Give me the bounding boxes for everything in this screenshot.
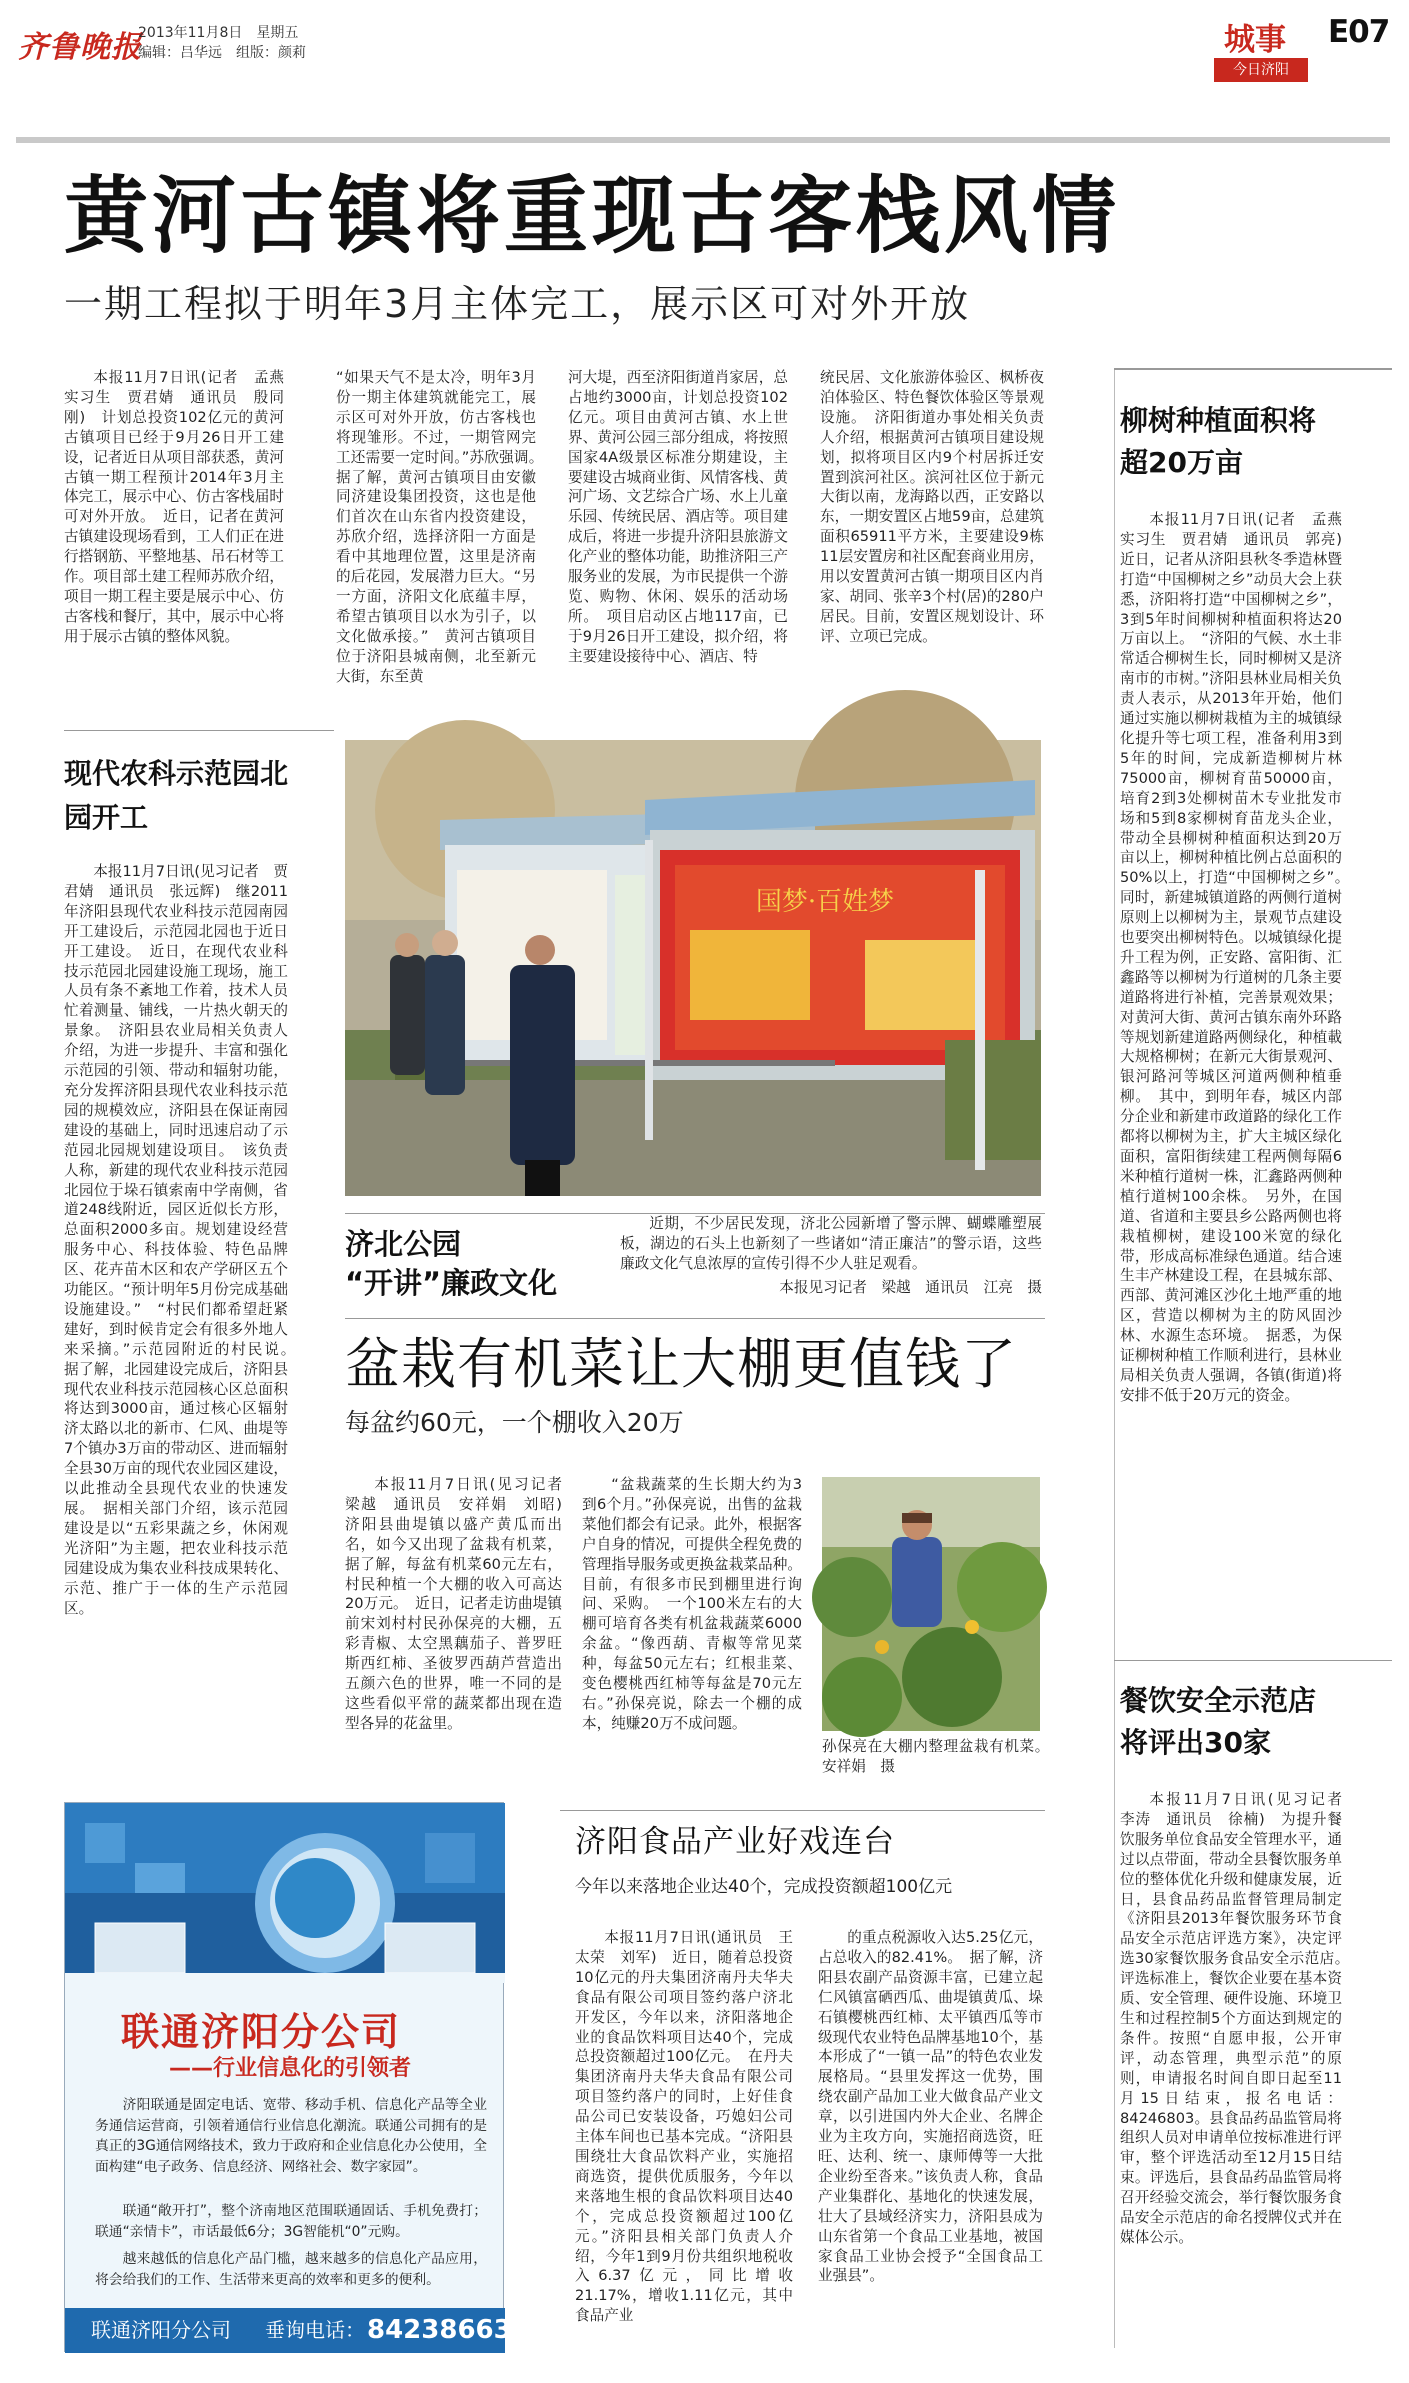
willow-headline: 柳树种植面积将超20万亩 xyxy=(1120,404,1317,479)
ad-tagline: ——行业信息化的引领者 xyxy=(169,2056,412,2081)
section-name: 城事 xyxy=(1224,22,1286,58)
photo-headline-line1: 济北公园 xyxy=(345,1227,462,1261)
ad-banner-graphic xyxy=(65,1803,505,1983)
ad-footer-phone: 84238663 xyxy=(367,2315,512,2345)
agri-text: 本报11月7日讯(见习记者 贾君婧 通讯员 张远辉) 继2011年济阳县现代农业科技示范园南园开工建设后，示范园北园也于近日开工建设。 近日，在现代农业科技示范园北园建设施工现场，施工人员有条不紊地工作着，技术人员忙着测量、铺线，一片热火朝天的景象。 济阳县农业局相关负责人介绍，为进一步提升、丰富和强化示范园的引领、带动和辐射功能，充分发挥济阳县现代农业科技示范园的规模效应，济阳县在保证南园建设的基础上，同时迅速启动了示范园北园规划建设项目。 该负责人称，新建的现代农业科技示范园北园位于垛石镇索南中学南侧，省道248线附近，园区近似长方形，总面积2000多亩。规划建设经营服务中心、科技体验、特色品牌区、花卉苗木区和农产学研区五个功能区。“预计明年5月份完成基础设施建设。” “村民们都希望赶紧建好，到时候肯定会有很多外地人来采摘。”示范园附近的村民说。 据了解，北园建设完成后，济阳县现代农业科技示范园核心区总面积将达到3000亩，通过核心区辐射济太路以北的新市、仁风、曲堤等7个镇办3万亩的带动区、进而辐射全县30万亩的现代农业园区建设，以此推动全县现代农业的快速发展。 据相关部门介绍，该示范园建设是以“五彩果蔬之乡，休闲观光济阳”为主题，把农业科技示范园建设成为集农业科技成果转化、示范、推广于一体的生产示范园区。 xyxy=(64,863,303,1617)
willow-text: 本报11月7日讯(记者 孟燕 实习生 贾君婧 通讯员 郭亮) 近日，记者从济阳县秋冬季造林暨打造“中国柳树之乡”动员大会上获悉，济阳将打造“中国柳树之乡”，3到5年时间柳树种植面积将达20万亩以上。 “济阳的气候、水土非常适合柳树生长，同时柳树又是济南市的市树。”济阳县林业局相关负责人表示，从2013年开始，他们通过实施以柳树栽植为主的城镇绿化提升等七项工程，准备利用3到5年的时间，完成新造柳树片林75000亩，柳树育苗50000亩，培育2到3处柳树苗木专业批发市场和5到8家柳树育苗龙头企业，带动全县柳树种植面积达到20万亩以上，柳树种植比例占总面积的50%以上，打造“中国柳树之乡”。 同时，新建城镇道路的两侧行道树原则上以柳树为主，景观节点建设也要突出柳树特色。以城镇绿化提升工程为例，正安路、富阳街、汇鑫路等以柳树为行道树的几条主要道路将进行补植，完善景观效果；对黄河大街、黄河古镇东南外环路等规划新建道路两侧绿化，种植載大规格柳树；在新元大街景观河、银河路河等城区河道两侧种植垂柳。 其中，到明年春，城区内部分企业和新建市政道路的绿化工作都将以柳树为主，扩大主城区绿化面积，富阳街续建工程两侧每隔6米种植行道树一株，汇鑫路两侧种植行道树100余株。 另外，在国道、省道和主要县乡公路两侧也将栽植柳树，建设100米宽的绿化带，形成高标准绿色通道。结合速生丰产林建设工程，在县城东部、西部、黄河滩区沙化土地严重的地区，营造以柳树为主的防风固沙林、水源生态环境。 据悉，为保证柳树种植工作顺利进行，县林业局相关负责人强调，各镇(街道)将安排不低于20万元的资金。 xyxy=(1120,511,1357,1404)
catering-text: 本报11月7日讯(见习记者 李涛 通讯员 徐楠) 为提升餐饮服务单位食品安全管理水平，通过以点带面，带动全县餐饮服务单位的整体优化升级和健康发展，近日，县食品药品监督管理局制定《济阳县2013年餐饮服务环节食品安全示范店评选方案》，决定评选30家餐饮服务食品安全示范店。 评选标准上，餐饮企业要在基本资质、安全管理、硬件设施、环境卫生和过程控制5个方面达到规定的条件。按照“自愿申报，公开审评，动态管理，典型示范”的原则，申请报名时间自即日起至11月15日结束，报名电话：84246803。县食品药品监管局将组织人员对申请单位按标准进行评审，整个评选活动至12月15日结束。评选后，县食品药品监管局将召开经验交流会，举行餐饮服务食品安全示范店的命名授牌仪式并在媒体公示。 xyxy=(1120,1791,1357,2246)
lead-subhead: 一期工程拟于明年3月主体完工，展示区可对外开放 xyxy=(64,282,971,326)
photo-caption: 近期，不少居民发现，济北公园新增了警示牌、蝴蝶雕塑展板，湖边的石头上也新刻了一些诸如“清正廉洁”的警示语，这些廉政文化气息浓厚的宣传引得不少人驻足观看。 xyxy=(620,1215,1042,1272)
lead-headline: 黄河古镇将重现古客栈风情 xyxy=(64,167,1121,265)
ad-para-1: 济阳联通是固定电话、宽带、移动手机、信息化产品等全业务通信运营商，引领着通信行业信息化潮流。联通公司拥有的是真正的3G通信网络技术，致力于政府和企业信息化办公使用，全面构建“电子政务、信息经济、网络社会、数字家园”。 xyxy=(95,2097,487,2175)
ad-title: 联通济阳分公司 xyxy=(121,2010,402,2054)
unicom-ad xyxy=(64,1802,512,2352)
greenhouse-caption: 孙保亮在大棚内整理盆栽有机菜。 安祥娟 摄 xyxy=(822,1738,1072,1775)
masthead-rule xyxy=(16,137,1390,143)
ad-para-3: 越来越低的信息化产品门槛，越来越多的信息化产品应用，将会给我们的工作、生活带来更高的效率和更多的便利。 xyxy=(95,2251,487,2288)
food-col-1: 本报11月7日讯(通讯员 王太荣 刘军) 近日，随着总投资10亿元的丹夫集团济南丹夫华夫食品有限公司项目签约落户济北开发区，今年以来，济阳落地企业的食品饮料项目达40个，完成总投资额超过100亿元。 在丹夫集团济南丹夫华夫食品有限公司项目签约落户的同时，上好佳食品公司已安装设备，巧媳妇公司主体车间也已基本完成。“济阳县围绕壮大食品饮料产业，实施招商选资，提供优质服务，今年以来落地生根的食品饮料项目达40个，完成总投资额超过100亿元。”济阳县相关部门负责人介绍，今年1到9月份共组织地税收入6.37亿元，同比增收21.17%，增收1.11亿元，其中食品产业 xyxy=(575,1929,793,2325)
photo-credit: 本报见习记者 梁越 通讯员 江亮 摄 xyxy=(779,1279,1042,1296)
bonsai-subhead: 每盆约60元，一个棚收入20万 xyxy=(345,1408,684,1437)
park-photo xyxy=(345,740,1041,1196)
agri-top-rule xyxy=(64,730,334,731)
subsection-bar xyxy=(1214,58,1308,82)
bonsai-top-rule xyxy=(345,1318,1045,1319)
food-top-rule xyxy=(560,1810,1045,1811)
food-headline: 济阳食品产业好戏连台 xyxy=(575,1824,895,1860)
agri-headline: 现代农科示范园北园开工 xyxy=(64,757,289,834)
board-slogan: 国梦·百姓梦 xyxy=(755,887,895,917)
ad-footer-name: 联通济阳分公司 xyxy=(91,2318,231,2342)
food-col-2: 的重点税源收入达5.25亿元，占总收入的82.41%。 据了解，济阳县农副产品资源丰富，已建立起仁风镇富硒西瓜、曲堤镇黄瓜、垛石镇樱桃西红柿、太平镇西瓜等市级现代农业特色品牌基地10个，基本形成了“一镇一品”的特色农业发展格局。“县里发挥这一优势，围绕农副产品加工业大做食品产业文章，以引进国内外大企业、名牌企业为主攻方向，实施招商选资，旺旺、达利、统一、康师傅等一大批企业纷至沓来。”该负责人称，食品产业集群化、基地化的快速发展，壮大了县域经济实力，济阳县成为山东省第一个食品工业基地，被国家食品工业协会授予“全国食品工业强县”。 xyxy=(818,1929,1043,2285)
lead-col-1: 本报11月7日讯(记者 孟燕 实习生 贾君婧 通讯员 殷同刚) 计划总投资102亿元的黄河古镇项目已经于9月26日开工建设，记者近日从项目部获悉，黄河古镇一期工程预计2014年3月主体完工，展示中心、仿古客栈届时可对外开放。 近日，记者在黄河古镇建设现场看到，工人们正在进行搭钢筋、平整地基、吊石材等工作。项目部土建工程师苏欣介绍，项目一期工程主要是展示中心、仿古客栈和餐厅，其中，展示中心将用于展示古镇的整体风貌。 xyxy=(64,369,299,645)
right-top-rule xyxy=(1114,368,1392,370)
photo-headline-line2: “开讲”廉政文化 xyxy=(345,1266,558,1300)
page-number: E07 xyxy=(1328,14,1390,50)
lead-col-4: 统民居、文化旅游体验区、枫桥夜泊体验区、特色餐饮体验区等景观设施。 济阳街道办事处相关负责人介绍，根据黄河古镇项目建设规划，拟将项目区内9个村居拆迁安置到滨河社区。滨河社区位于新元大街以南，龙海路以西，正安路以东，一期安置区占地59亩，总建筑面积65911平方米，主要建设9栋11层安置房和社区配套商业用房，用以安置黄河古镇一期项目区内肖家、胡同、张辛3个村(居)的280户居民。目前，安置区规划设计、环评、立项已完成。 xyxy=(820,369,1044,645)
ad-footer-phone-label: 垂询电话： xyxy=(265,2318,365,2342)
date-line: 2013年11月8日 星期五 xyxy=(138,25,299,41)
ad-footer-bar xyxy=(65,2308,512,2353)
lead-col-3: 河大堤，西至济阳街道肖家居，总占地约3000亩，计划总投资102亿元。项目由黄河古镇、水上世界、黄河公园三部分组成，将按照国家4A级景区标准分期建设，主要建设古城商业街、风情客栈、黄河广场、文艺综合广场、水上儿童乐园、传统民居、酒店等。项目建成后，将进一步提升济阳县旅游文化产业的整体功能，助推济阳三产服务业的发展，为市民提供一个游览、购物、休闲、娱乐的活动场所。 项目启动区占地117亩，已于9月26日开工建设，拟介绍，将主要建设接待中心、酒店、特 xyxy=(568,369,788,665)
bonsai-col-2: “盆栽蔬菜的生长期大约为3到6个月。”孙保亮说，出售的盆栽菜他们都会有记录。此外，根据客户自身的情况，可提供全程免费的管理指导服务或更换盆栽菜品种。目前，有很多市民到棚里进行询问、采购。 一个100米左右的大棚可培育各类有机盆栽蔬菜6000余盆。“像西葫、青椒等常见菜种，每盆50元左右；红根韭菜、变色樱桃西红柿等每盆是70元左右。”孙保亮说，除去一个棚的成本，纯赚20万不成问题。 xyxy=(582,1476,802,1732)
bonsai-col-1: 本报11月7日讯(见习记者 梁越 通讯员 安祥娟 刘昭) 济阳县曲堤镇以盛产黄瓜而出名，如今又出现了盆栽有机菜，据了解，每盆有机菜60元左右，村民种植一个大棚的收入可高达20万元。 近日，记者走访曲堤镇前宋刘村村民孙保亮的大棚，五彩青椒、太空黑藕茄子、普罗旺斯西红柿、圣彼罗西葫芦营造出五颜六色的世界，唯一不同的是这些看似平常的蔬菜都出现在造型各异的花盆里。 xyxy=(345,1476,577,1732)
editors-line: 编辑：吕华远 组版：颜莉 xyxy=(138,45,306,61)
right-column-rule xyxy=(1114,368,1115,2348)
subsection-label: 今日济阳 xyxy=(1233,62,1289,78)
lead-col-2: “如果天气不是太冷，明年3月份一期主体建筑就能完工，展示区可对外开放，仿古客栈也将现雏形。不过，一期管网完工还需要一定时间。”苏欣强调。 据了解，黄河古镇项目由安徽同济建设集团投资，这也是他们首次在山东省内投资建设，苏欣介绍，选择济阳一方面是看中其地理位置，这里是济南的后花园，发展潜力巨大。“另一方面，济阳文化底蕴丰厚，希望古镇项目以水为引子，以文化做承接。” 黄河古镇项目位于济阳县城南侧，北至新元大街，东至黄 xyxy=(336,369,551,685)
bonsai-headline: 盆栽有机菜让大棚更值钱了 xyxy=(345,1332,1018,1396)
greenhouse-photo xyxy=(822,1477,1040,1731)
catering-headline: 餐饮安全示范店将评出30家 xyxy=(1120,1684,1317,1759)
masthead-logo: 齐鲁晚报 xyxy=(18,30,142,65)
catering-top-rule xyxy=(1114,1660,1392,1661)
food-subhead: 今年以来落地企业达40个，完成投资额超100亿元 xyxy=(575,1877,953,1897)
ad-para-2: 联通“敞开打”，整个济南地区范围联通固话、手机免费打；联通“亲情卡”，市话最低6分；3G智能机“0”元购。 xyxy=(95,2203,487,2240)
